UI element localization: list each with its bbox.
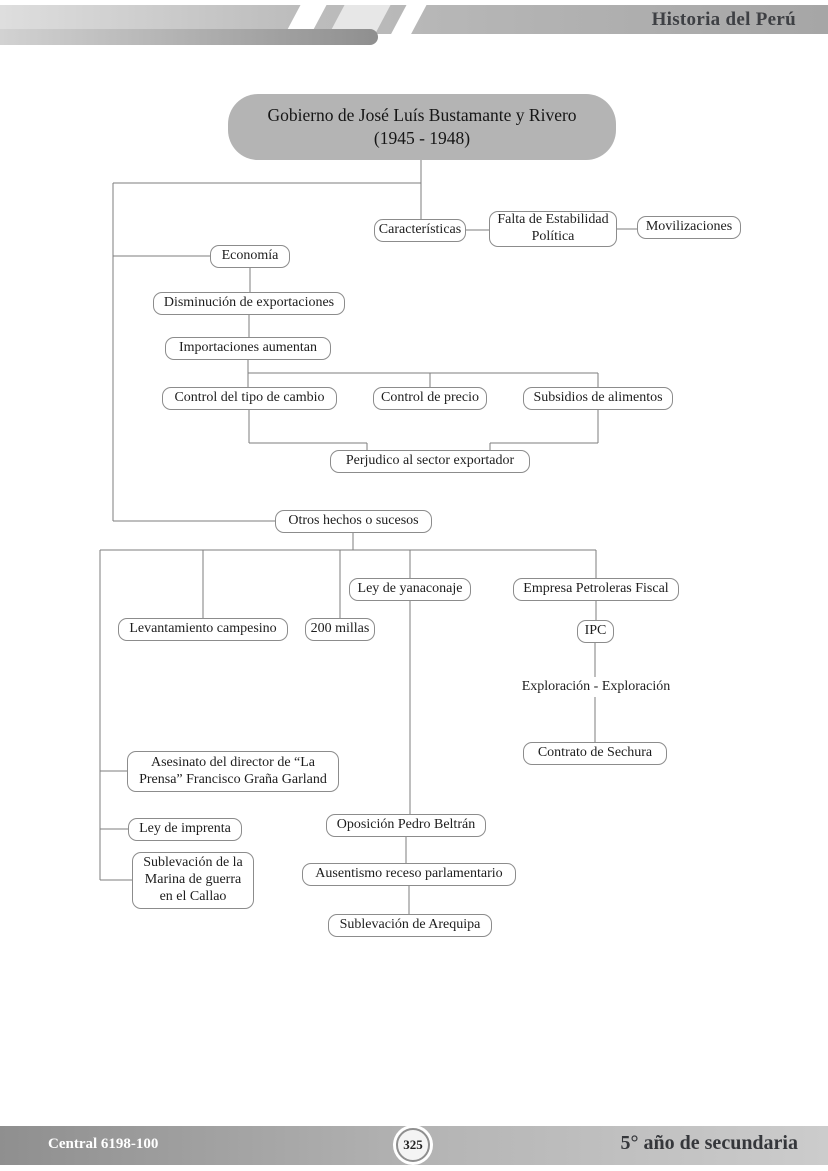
node-importaciones-aumentan: Importaciones aumentan [165,337,331,360]
node-oposicion-beltran: Oposición Pedro Beltrán [326,814,486,837]
node-control-tipo-cambio: Control del tipo de cambio [162,387,337,410]
node-ley-imprenta: Ley de imprenta [128,818,242,841]
node-disminucion-exportaciones: Disminución de exportaciones [153,292,345,315]
node-movilizaciones: Movilizaciones [637,216,741,239]
node-falta-estabilidad: Falta de Estabilidad Política [489,211,617,247]
page-number-badge [396,1128,430,1162]
page-title: Historia del Perú [651,9,796,30]
root-title-line2: (1945 - 1948) [373,128,471,148]
node-subsidios-alimentos: Subsidios de alimentos [523,387,673,410]
node-ley-yanaconaje: Ley de yanaconaje [349,578,471,601]
node-sublevacion-arequipa: Sublevación de Arequipa [328,914,492,937]
node-economia: Economía [210,245,290,268]
node-ausentismo-parlamentario: Ausentismo receso parlamentario [302,863,516,886]
node-perjudico-exportador: Perjudico al sector exportador [330,450,530,473]
node-200-millas: 200 millas [305,618,375,641]
node-caracteristicas: Características [374,219,466,242]
node-sublevacion-marina: Sublevación de la Marina de guerra en el Callao [132,852,254,909]
footer-grade: 5° año de secundaria [620,1132,798,1154]
node-ipc: IPC [577,620,614,643]
root-title-line1: Gobierno de José Luís Bustamante y Rivero [267,105,577,126]
node-empresa-petrolera: Empresa Petroleras Fiscal [513,578,679,601]
node-asesinato-grana: Asesinato del director de “La Prensa” Francisco Graña Garland [127,751,339,792]
footer-phone: Central 6198-100 [48,1136,159,1152]
node-otros-hechos: Otros hechos o sucesos [275,510,432,533]
root-node [228,94,616,160]
node-control-precio: Control de precio [373,387,487,410]
node-levantamiento-campesino: Levantamiento campesino [118,618,288,641]
node-contrato-sechura: Contrato de Sechura [523,742,667,765]
page-number: 325 [403,1137,423,1152]
node-exploracion: Exploración - Exploración [521,678,671,694]
